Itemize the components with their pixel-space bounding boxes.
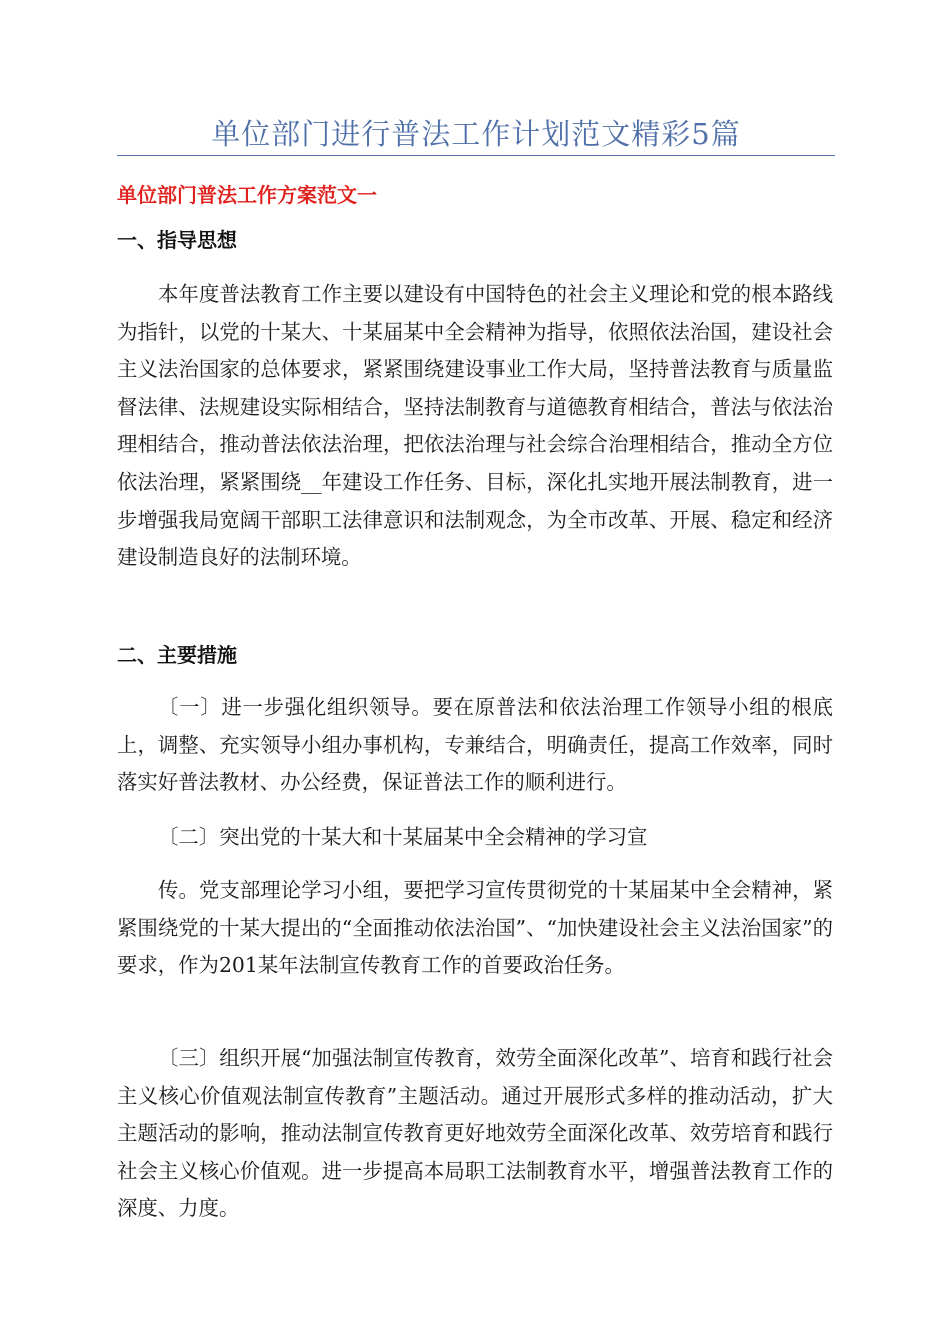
title-underline	[117, 155, 835, 156]
heading-guiding-thought: 一、指导思想	[117, 228, 237, 252]
paragraph-guiding-text: 本年度普法教育工作主要以建设有中国特色的社会主义理论和党的根本路线为指针，以党的十某大、十某届某中全会精神为指导，依照依法治国，建设社会主义法治国家的总体要求，紧紧围绕建设事业工作大局，坚持普法教育与质量监督法律、法规建设实际相结合，坚持法制教育与道德教育相结合，普法与依法治理相结合，推动普法依法治理，把依法治理与社会综合治理相结合，推动全方位依法治理，紧紧围绕__年建设工作任务、目标，深化扎实地开展法制教育，进一步增强我局宽阔干部职工法律意识和法制观念，为全市改革、开展、稳定和经济建设制造良好的法制环境。	[117, 282, 833, 570]
document-title: 单位部门进行普法工作计划范文精彩5篇	[211, 117, 741, 151]
heading-main-measures: 二、主要措施	[117, 643, 237, 667]
paragraph-measure-2-head: 〔二〕突出党的十某大和十某届某中全会精神的学习宣	[158, 825, 648, 849]
section-title: 单位部门普法工作方案范文一	[117, 183, 377, 207]
paragraph-measure-2-body: 传。党支部理论学习小组，要把学习宣传贯彻党的十某届某中全会精神，紧紧围绕党的十某大提出的“全面推动依法治国”、“加快建设社会主义法治国家”的要求，作为201某年法制宣传教育工作的首要政治任务。	[117, 878, 833, 978]
paragraph-measure-3: 〔三〕组织开展“加强法制宣传教育，效劳全面深化改革”、培育和践行社会主义核心价值观法制宣传教育”主题活动。通过开展形式多样的推动活动，扩大主题活动的影响，推动法制宣传教育更好地效劳全面深化改革、效劳培育和践行社会主义核心价值观。进一步提高本局职工法制教育水平，增强普法教育工作的深度、力度。	[117, 1046, 833, 1221]
paragraph-measure-1: 〔一〕进一步强化组织领导。要在原普法和依法治理工作领导小组的根底上，调整、充实领导小组办事机构，专兼结合，明确责任，提高工作效率，同时落实好普法教材、办公经费，保证普法工作的顺利进行。	[117, 695, 833, 795]
